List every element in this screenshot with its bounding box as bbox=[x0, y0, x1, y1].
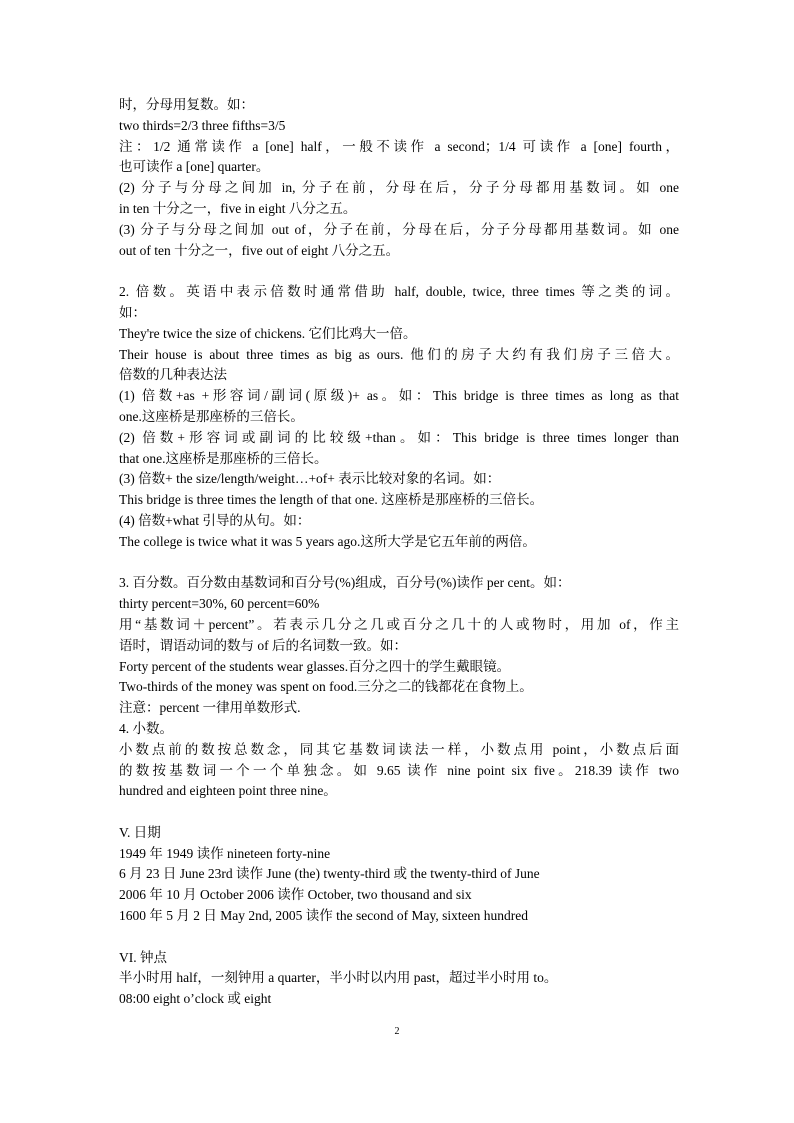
text-line: 2006 年 10 月 October 2006 读作 October, two thousand and six bbox=[119, 887, 472, 903]
blank-line bbox=[119, 927, 679, 948]
text-line: 1600 年 5 月 2 日 May 2nd, 2005 读作 the second of May, sixteen hundred bbox=[119, 908, 528, 924]
text-line: 1949 年 1949 读作 nineteen forty-nine bbox=[119, 845, 331, 861]
text-line: one.这座桥是那座桥的三倍长。 bbox=[119, 408, 304, 424]
text-line: 08:00 eight o’clock 或 eight bbox=[119, 991, 272, 1007]
text-line: 也可读作 a [one] quarter。 bbox=[119, 159, 270, 175]
text-line: in ten 十分之一，five in eight 八分之五。 bbox=[119, 200, 357, 216]
text-line: 小数点前的数按总数念，同其它基数词读法一样，小数点用 point，小数点后面 bbox=[119, 741, 679, 757]
text-line: Their house is about three times as big as ours. 他们的房子大约有我们房子三倍大。 bbox=[119, 346, 679, 362]
text-line: Forty percent of the students wear glasses.百分之四十的学生戴眼镜。 bbox=[119, 658, 511, 674]
text-line: that one.这座桥是那座桥的三倍长。 bbox=[119, 450, 328, 466]
text-line: The college is twice what it was 5 years ago.这所大学是它五年前的两倍。 bbox=[119, 533, 536, 549]
text-line: two thirds=2/3 three fifths=3/5 bbox=[119, 117, 286, 133]
text-line: (3) 倍数+ the size/length/weight…+of+ 表示比较对象的名词。如： bbox=[119, 471, 501, 487]
text-line: 注意：percent 一律用单数形式. bbox=[119, 700, 301, 716]
text-line: hundred and eighteen point three nine。 bbox=[119, 783, 337, 799]
text-line: (2) 倍数+形容词或副词的比较级+than。如：This bridge is three times longer than bbox=[119, 429, 679, 445]
text-line: 如： bbox=[119, 304, 146, 320]
text-line: They're twice the size of chickens. 它们比鸡大一倍。 bbox=[119, 325, 417, 341]
text-line: 6 月 23 日 June 23rd 读作 June (the) twenty-third 或 the twenty-third of June bbox=[119, 866, 540, 882]
text-line: Two-thirds of the money was spent on food.三分之二的钱都花在食物上。 bbox=[119, 679, 533, 695]
text-line: thirty percent=30%, 60 percent=60% bbox=[119, 596, 320, 612]
text-line: (4) 倍数+what 引导的从句。如： bbox=[119, 512, 311, 528]
page-number: 2 bbox=[394, 1026, 400, 1037]
blank-line bbox=[119, 261, 679, 282]
blank-line bbox=[119, 553, 679, 574]
text-line: This bridge is three times the length of that one. 这座桥是那座桥的三倍长。 bbox=[119, 492, 544, 508]
blank-line bbox=[119, 802, 679, 823]
text-line: (2) 分子与分母之间加 in, 分子在前，分母在后，分子分母都用基数词。如 one bbox=[119, 180, 679, 196]
text-line: out of ten 十分之一，five out of eight 八分之五。 bbox=[119, 242, 400, 258]
section-heading: 4. 小数。 bbox=[119, 720, 173, 736]
text-line: 用“基数词＋percent”。若表示几分之几或百分之几十的人或物时，用加 of，作主 bbox=[119, 616, 679, 632]
text-line: (1) 倍数+as +形容词/副词(原级)+ as。如：This bridge is three times as long as that bbox=[119, 388, 679, 404]
text-line: 半小时用 half，一刻钟用 a quarter，半小时以内用 past，超过半小时用 to。 bbox=[119, 970, 558, 986]
text-line: 语时，谓语动词的数与 of 后的名词数一致。如： bbox=[119, 637, 407, 653]
text-line: (3) 分子与分母之间加 out of，分子在前，分母在后，分子分母都用基数词。如 one bbox=[119, 221, 679, 237]
text-line: 注：1/2 通常读作 a [one] half，一般不读作 a second；1/4 可读作 a [one] fourth， bbox=[119, 138, 679, 154]
section-heading: V. 日期 bbox=[119, 824, 161, 840]
page-content bbox=[119, 95, 679, 1010]
text-line: 2. 倍数。英语中表示倍数时通常借助 half, double, twice, three times 等之类的词。 bbox=[119, 284, 679, 300]
section-heading: VI. 钟点 bbox=[119, 949, 167, 965]
text-line: 的数按基数词一个一个单独念。如 9.65 读作 nine point six five。218.39 读作 two bbox=[119, 762, 679, 778]
section-heading: 倍数的几种表达法 bbox=[119, 367, 227, 383]
text-line: 时，分母用复数。如： bbox=[119, 97, 254, 112]
text-line: 3. 百分数。百分数由基数词和百分号(%)组成，百分号(%)读作 per cent。如： bbox=[119, 575, 571, 591]
